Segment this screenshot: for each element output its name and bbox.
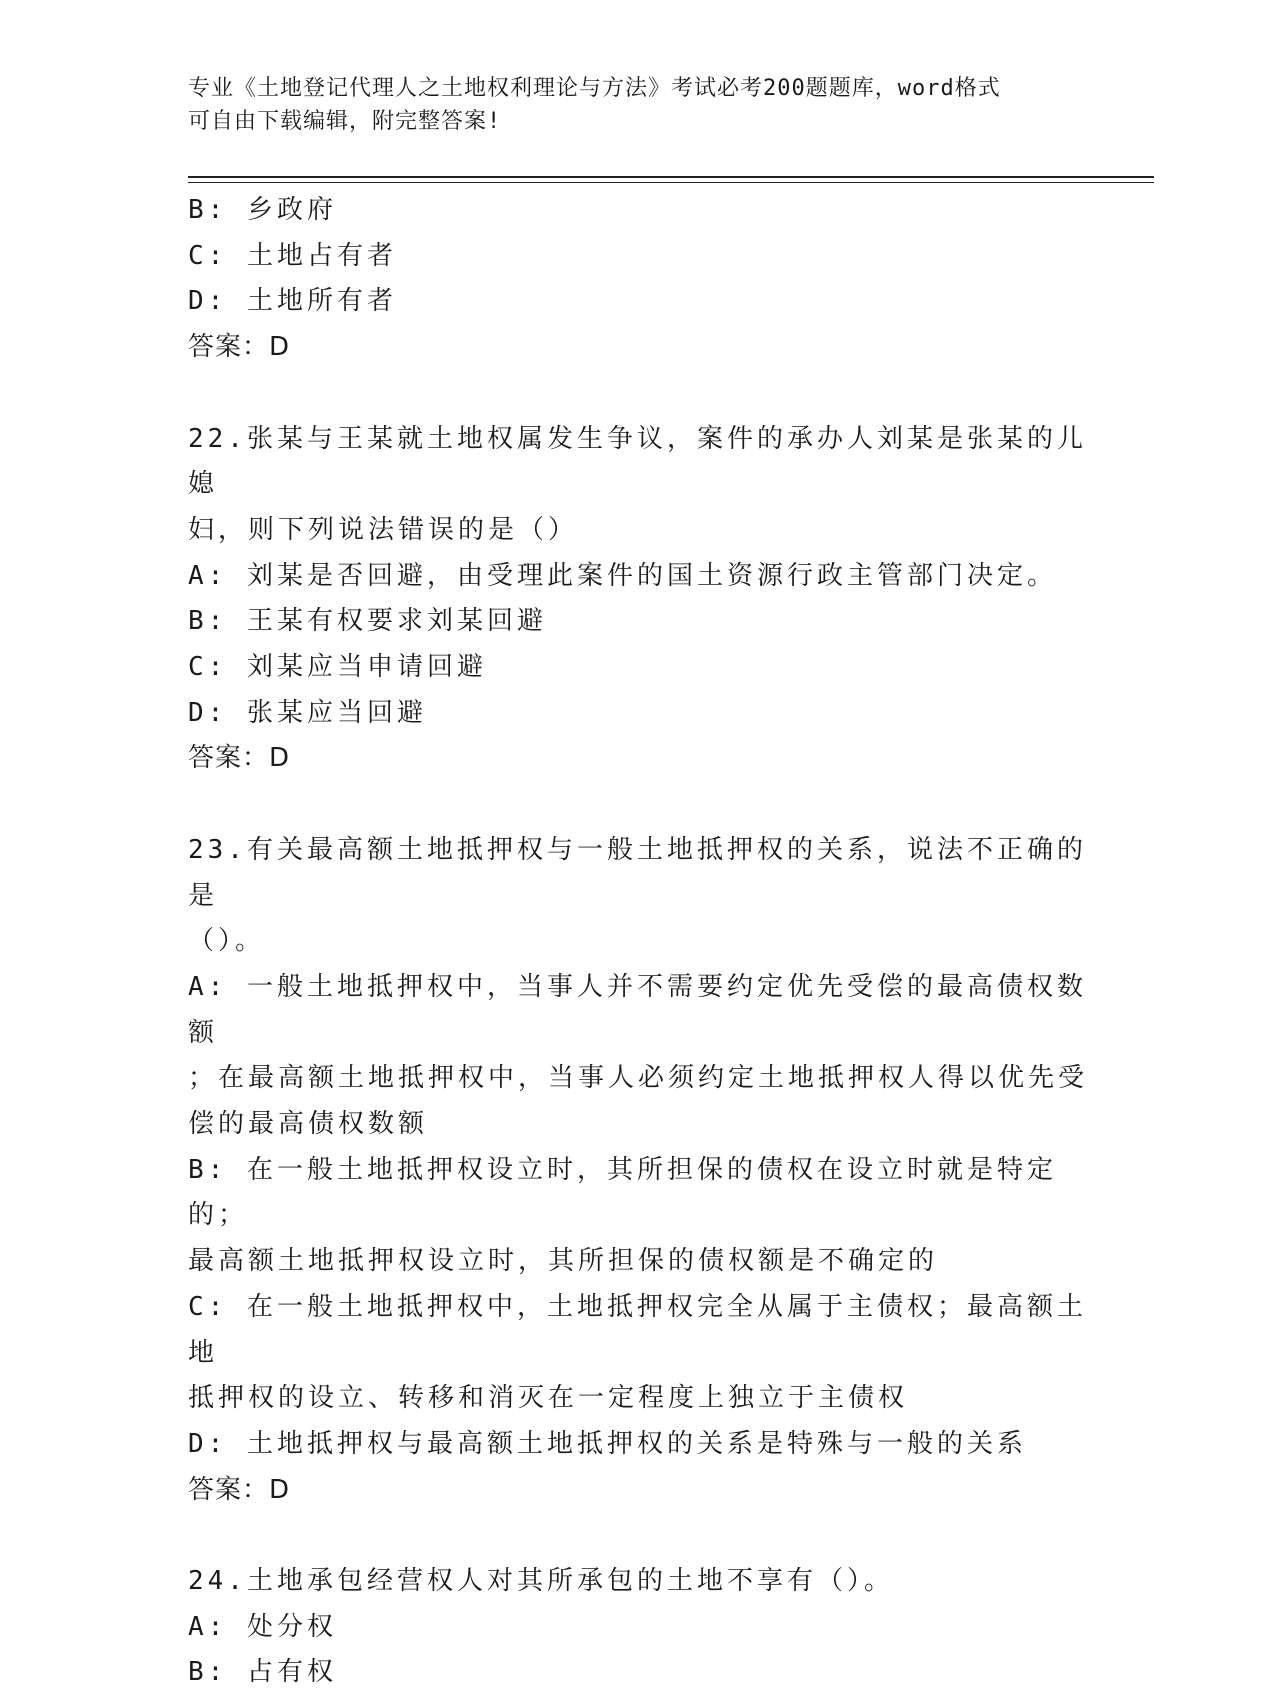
option-b: B: 占有权 <box>188 1657 337 1688</box>
question-stem-cont: 妇，则下列说法错误的是（） <box>188 514 579 545</box>
option-c-cont: 抵押权的设立、转移和消灭在一定程度上独立于主债权 <box>188 1383 909 1414</box>
header-title-line-1: 专业《土地登记代理人之土地权利理论与方法》考试必考200题题库，word格式 <box>188 76 1001 101</box>
answer: 答案：D <box>188 332 291 363</box>
question-list <box>188 188 1088 1696</box>
option-b: B: 在一般土地抵押权设立时，其所担保的债权在设立时就是特定的； <box>188 1154 1057 1231</box>
question-stem: 23.有关最高额土地抵押权与一般土地抵押权的关系，说法不正确的是 <box>188 834 1087 911</box>
option-c: C: 土地占有者 <box>188 240 397 271</box>
answer: 答案：D <box>188 743 291 774</box>
spacer <box>188 1513 1088 1559</box>
option-b: B: 王某有权要求刘某回避 <box>188 606 547 637</box>
header-rule-thick <box>188 176 1154 178</box>
option-a: A: 一般土地抵押权中，当事人并不需要约定优先受偿的最高债权数额 <box>188 971 1087 1048</box>
answer: 答案：D <box>188 1474 291 1505</box>
header-rule-thin <box>188 182 1154 183</box>
spacer <box>188 371 1088 417</box>
question-22 <box>188 417 1088 783</box>
option-c: C: 刘某应当申请回避 <box>188 652 487 683</box>
option-a: A: 处分权 <box>188 1611 337 1642</box>
question-stem: 24.土地承包经营权人对其所承包的土地不享有（）。 <box>188 1566 894 1597</box>
option-d: D: 张某应当回避 <box>188 697 427 728</box>
option-a-cont: ；在最高额土地抵押权中，当事人必须约定土地抵押权人得以优先受 <box>188 1063 1089 1094</box>
question-21-tail <box>188 188 1088 371</box>
question-stem: 22.张某与王某就土地权属发生争议，案件的承办人刘某是张某的儿媳 <box>188 423 1087 500</box>
option-d: D: 土地所有者 <box>188 286 397 317</box>
document-header <box>188 72 1088 138</box>
option-b: B: 乡政府 <box>188 195 337 225</box>
spacer <box>188 782 1088 828</box>
question-24 <box>188 1559 1088 1696</box>
header-title-line-2: 可自由下载编辑，附完整答案! <box>188 109 502 134</box>
option-d: D: 土地抵押权与最高额土地抵押权的关系是特殊与一般的关系 <box>188 1428 1027 1459</box>
option-c: C: 在一般土地抵押权中，土地抵押权完全从属于主债权；最高额土地 <box>188 1291 1087 1368</box>
question-23 <box>188 828 1088 1514</box>
option-a-cont: 偿的最高债权数额 <box>188 1109 429 1140</box>
question-stem-cont: （）。 <box>188 926 266 957</box>
option-b-cont: 最高额土地抵押权设立时，其所担保的债权额是不确定的 <box>188 1246 939 1277</box>
option-a: A: 刘某是否回避，由受理此案件的国土资源行政主管部门决定。 <box>188 560 1057 591</box>
